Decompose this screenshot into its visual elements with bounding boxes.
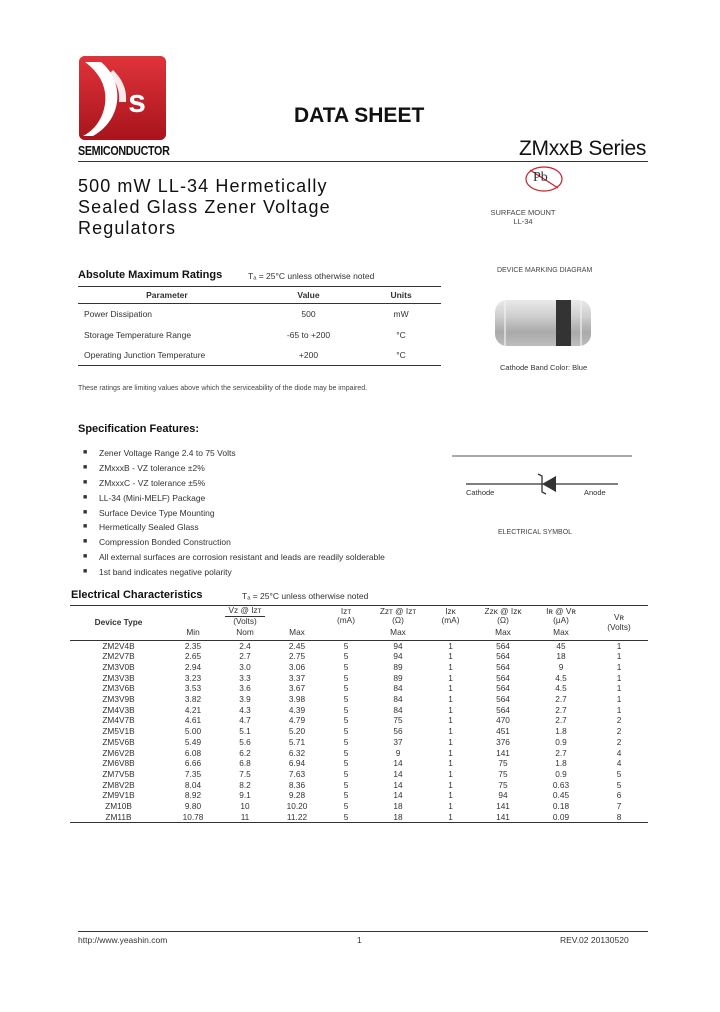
list-item xyxy=(83,506,385,521)
izt-cell: 5 xyxy=(343,747,349,758)
ir-title: Iʀ @ Vʀ xyxy=(546,605,576,616)
izk-cell: 1 xyxy=(448,779,453,790)
vz-min-cell: 6.08 xyxy=(184,747,202,758)
value-cell: -65 to +200 xyxy=(286,329,331,340)
izt-unit: (mA) xyxy=(337,615,355,625)
ir-cell: 45 xyxy=(556,640,566,651)
vz-max-cell: 8.36 xyxy=(288,779,306,790)
vr-cell: 1 xyxy=(616,661,622,672)
izt-cell: 5 xyxy=(343,651,349,662)
zzt-cell: 14 xyxy=(393,790,403,801)
product-title-line: 500 mW LL-34 Hermetically xyxy=(78,176,328,196)
vz-nom-cell: 6.2 xyxy=(239,747,251,758)
zzk-cell: 564 xyxy=(496,651,510,662)
value-cell: +200 xyxy=(256,345,361,366)
pb-label: Pb xyxy=(533,170,548,185)
col-header-max: Max xyxy=(271,626,323,640)
vz-nom-cell: 9.1 xyxy=(239,790,251,801)
zzk-cell: 75 xyxy=(498,768,508,779)
vz-unit: (Volts) xyxy=(233,615,257,626)
ec-heading: Electrical Characteristics xyxy=(71,589,203,601)
zzt-cell: 94 xyxy=(393,640,403,651)
vz-title: Vᴢ @ Iᴢᴛ xyxy=(225,606,266,617)
ir-cell: 0.45 xyxy=(552,790,570,801)
vr-cell: 2 xyxy=(616,715,622,726)
izk-cell: 1 xyxy=(427,812,474,823)
zzt-cell: 89 xyxy=(393,672,403,683)
list-item xyxy=(83,491,385,506)
electrical-symbol xyxy=(452,453,632,513)
device-type-cell: ZM3V9B xyxy=(102,694,135,705)
table-row xyxy=(70,683,648,694)
zzk-cell: 564 xyxy=(496,683,510,694)
table-row xyxy=(70,705,648,716)
amr-table xyxy=(78,286,441,366)
vr-cell: 2 xyxy=(616,726,622,737)
ir-cell: 0.9 xyxy=(555,768,567,779)
izt-cell: 5 xyxy=(343,640,349,651)
table-row xyxy=(70,694,648,705)
company-name: SEMICONDUCTOR xyxy=(78,144,170,158)
vz-min-cell: 2.65 xyxy=(184,651,202,662)
vz-min-cell: 4.61 xyxy=(184,715,202,726)
izt-cell: 5 xyxy=(343,790,349,801)
vr-cell: 2 xyxy=(616,736,622,747)
table-row xyxy=(78,345,441,366)
col-header-vz xyxy=(167,606,323,627)
cathode-band-note: Cathode Band Color: Blue xyxy=(500,363,588,372)
col-header-izt-blank xyxy=(323,626,369,640)
zzt-cell: 18 xyxy=(369,812,427,823)
table-row xyxy=(78,324,441,345)
features-heading: Specification Features: xyxy=(78,423,200,435)
table-row xyxy=(70,737,648,748)
product-title xyxy=(78,176,408,239)
col-header: Units xyxy=(361,287,441,304)
vz-max-cell: 6.94 xyxy=(288,758,306,769)
device-type-cell: ZM6V8B xyxy=(102,758,135,769)
izt-cell: 5 xyxy=(343,694,349,705)
vz-min-cell: 8.92 xyxy=(184,790,202,801)
device-type-cell: ZM9V1B xyxy=(102,790,135,801)
vz-min-cell: 3.53 xyxy=(184,683,202,694)
ir-cell: 18 xyxy=(556,651,566,662)
list-item xyxy=(83,446,385,461)
feature-text: Zener Voltage Range 2.4 to 75 Volts xyxy=(99,448,236,458)
package-label xyxy=(488,208,558,226)
col-header-izk-blank xyxy=(427,626,474,640)
ir-cell: 0.9 xyxy=(555,736,567,747)
bullet-icon: ■ xyxy=(83,538,88,546)
vr-cell: 4 xyxy=(616,747,622,758)
vz-min-cell: 2.35 xyxy=(184,640,202,651)
zzk-cell: 141 xyxy=(496,801,510,812)
vz-max-cell: 5.20 xyxy=(288,726,306,737)
izk-cell: 1 xyxy=(448,640,453,651)
vz-nom-cell: 4.3 xyxy=(239,704,251,715)
amr-footnote: These ratings are limiting values above which the serviceability of the diode may be impaired. xyxy=(78,385,368,392)
ir-cell: 2.7 xyxy=(555,715,567,726)
bullet-icon: ■ xyxy=(83,478,88,486)
vz-nom-cell: 6.8 xyxy=(239,758,251,769)
zzk-cell: 564 xyxy=(496,672,510,683)
col-header: Value xyxy=(256,287,361,304)
amr-heading: Absolute Maximum Ratings xyxy=(78,269,223,281)
ec-table-body xyxy=(70,640,648,823)
vr-cell: 1 xyxy=(616,704,622,715)
cathode-label: Cathode xyxy=(466,488,495,497)
zzt-unit: (Ω) xyxy=(392,615,404,625)
izt-cell: 5 xyxy=(343,801,349,812)
list-item xyxy=(83,535,385,550)
vz-nom-cell: 5.6 xyxy=(239,736,251,747)
product-title-line: Regulators xyxy=(78,218,177,238)
page-number: 1 xyxy=(357,935,362,945)
vz-max-cell: 6.32 xyxy=(288,747,306,758)
marking-diagram-title: DEVICE MARKING DIAGRAM xyxy=(497,267,593,274)
ir-cell: 0.18 xyxy=(552,801,570,812)
izt-cell: 5 xyxy=(323,812,369,823)
param-cell: Power Dissipation xyxy=(84,309,153,320)
vz-max-cell: 10.20 xyxy=(286,801,308,812)
vz-nom-cell: 2.7 xyxy=(239,651,251,662)
vr-cell: 1 xyxy=(616,672,622,683)
col-header-vr xyxy=(590,606,648,641)
pb-free-icon xyxy=(523,165,565,193)
units-cell: °C xyxy=(361,345,441,366)
zzk-cell: 75 xyxy=(498,758,508,769)
zzk-cell: 94 xyxy=(498,790,508,801)
bullet-icon: ■ xyxy=(83,508,88,516)
bullet-icon: ■ xyxy=(83,463,88,471)
ir-cell: 9 xyxy=(558,661,564,672)
table-row xyxy=(70,790,648,801)
zzt-cell: 18 xyxy=(393,801,403,812)
logo-graphic xyxy=(79,56,166,140)
zzt-cell: 14 xyxy=(393,758,403,769)
zzk-cell: 376 xyxy=(496,736,510,747)
ir-cell: 2.7 xyxy=(555,704,567,715)
vr-cell: 5 xyxy=(616,768,622,779)
vz-nom-cell: 3.6 xyxy=(239,683,251,694)
vz-min-cell: 10.78 xyxy=(167,812,219,823)
company-logo xyxy=(79,56,166,140)
zzt-cell: 94 xyxy=(393,651,403,662)
zzt-cell: 84 xyxy=(393,694,403,705)
table-row xyxy=(70,780,648,791)
vr-cell: 1 xyxy=(616,694,622,705)
izk-cell: 1 xyxy=(448,661,453,672)
cathode-band xyxy=(556,300,571,346)
ir-cell: 0.63 xyxy=(552,779,570,790)
vz-nom-cell: 5.1 xyxy=(239,726,251,737)
list-item xyxy=(83,550,385,565)
table-row xyxy=(70,801,648,812)
feature-text: Compression Bonded Construction xyxy=(99,537,231,548)
zzk-cell: 564 xyxy=(496,640,510,651)
table-row xyxy=(70,651,648,662)
table-row xyxy=(70,726,648,737)
zzt-title: Zᴢᴛ @ Iᴢᴛ xyxy=(379,605,417,616)
feature-text: LL-34 (Mini-MELF) Package xyxy=(99,492,206,503)
vz-nom-cell: 3.3 xyxy=(239,672,251,683)
ir-cell: 4.5 xyxy=(555,672,567,683)
vz-nom-cell: 10 xyxy=(240,801,250,812)
col-header-izk xyxy=(427,606,474,627)
units-cell: mW xyxy=(393,309,409,320)
features-list xyxy=(83,446,385,580)
table-row xyxy=(70,812,648,823)
vz-min-cell: 3.23 xyxy=(184,672,202,683)
value-cell: 500 xyxy=(301,309,316,320)
ir-unit: (μA) xyxy=(553,615,569,625)
zzk-unit: (Ω) xyxy=(497,615,509,625)
vz-min-cell: 2.94 xyxy=(184,661,202,672)
table-row xyxy=(70,769,648,780)
device-type-cell: ZM3V0B xyxy=(102,661,135,672)
zzt-cell: 14 xyxy=(393,768,403,779)
zzt-cell: 75 xyxy=(393,715,403,726)
vz-max-cell: 3.98 xyxy=(288,694,306,705)
feature-text: All external surfaces are corrosion resistant and leads are readily solderable xyxy=(99,552,385,563)
izk-cell: 1 xyxy=(448,726,453,737)
electrical-symbol-title: ELECTRICAL SYMBOL xyxy=(498,529,573,536)
device-type-cell: ZM5V6B xyxy=(102,736,135,747)
col-header-nom: Nom xyxy=(219,626,271,640)
list-item xyxy=(83,461,385,476)
series-name: ZMxxB Series xyxy=(519,137,647,160)
vz-max-cell: 5.71 xyxy=(288,736,306,747)
anode-label: Anode xyxy=(584,488,606,497)
izt-cell: 5 xyxy=(343,672,349,683)
izk-cell: 1 xyxy=(448,672,453,683)
col-header-zzk-max: Max xyxy=(474,626,532,640)
zzk-cell: 451 xyxy=(496,726,510,737)
vz-min-cell: 5.49 xyxy=(184,736,202,747)
bullet-icon: ■ xyxy=(83,523,88,531)
table-row xyxy=(70,748,648,759)
ir-cell: 0.09 xyxy=(532,812,590,823)
table-row xyxy=(70,640,648,651)
header-divider xyxy=(78,161,648,162)
vr-cell: 1 xyxy=(616,640,622,651)
izt-cell: 5 xyxy=(343,661,349,672)
device-type-cell: ZM2V7B xyxy=(102,651,135,662)
zzk-cell: 75 xyxy=(498,779,508,790)
vz-max-cell: 3.37 xyxy=(288,672,306,683)
zzt-cell: 37 xyxy=(393,736,403,747)
izt-cell: 5 xyxy=(343,736,349,747)
vz-max-cell: 2.45 xyxy=(288,640,306,651)
vr-title: Vʀ xyxy=(613,612,625,623)
vz-max-cell: 3.06 xyxy=(288,661,306,672)
device-type-cell: ZM8V2B xyxy=(102,779,135,790)
amr-condition: Tₐ = 25°C unless otherwise noted xyxy=(248,271,375,281)
device-type-cell: ZM3V6B xyxy=(102,683,135,694)
izk-cell: 1 xyxy=(448,736,453,747)
col-header-zzt xyxy=(369,606,427,627)
vz-nom-cell: 11 xyxy=(219,812,271,823)
device-type-cell: ZM7V5B xyxy=(102,768,135,779)
col-header-izt xyxy=(323,606,369,627)
device-type-cell: ZM6V2B xyxy=(102,747,135,758)
list-item xyxy=(83,476,385,491)
izt-cell: 5 xyxy=(343,683,349,694)
electrical-characteristics-table xyxy=(70,605,648,823)
table-row xyxy=(70,715,648,726)
bullet-icon: ■ xyxy=(83,449,88,456)
device-type-cell: ZM4V7B xyxy=(102,715,135,726)
vz-nom-cell: 4.7 xyxy=(239,715,251,726)
param-cell: Storage Temperature Range xyxy=(84,329,192,340)
device-type-cell: ZM2V4B xyxy=(102,640,135,651)
vr-cell: 7 xyxy=(616,801,622,812)
izt-cell: 5 xyxy=(343,768,349,779)
vz-max-cell: 11.22 xyxy=(271,812,323,823)
table-row xyxy=(70,662,648,673)
ir-cell: 2.7 xyxy=(555,694,567,705)
ir-cell: 4.5 xyxy=(555,683,567,694)
table-row xyxy=(70,673,648,684)
izk-title: Iᴢᴋ xyxy=(445,605,456,616)
zzk-cell: 141 xyxy=(474,812,532,823)
list-item xyxy=(83,520,385,535)
vr-cell: 5 xyxy=(616,779,622,790)
vz-nom-cell: 3.9 xyxy=(239,694,251,705)
izk-cell: 1 xyxy=(448,704,453,715)
units-cell: °C xyxy=(396,329,406,340)
izk-unit: (mA) xyxy=(441,615,460,625)
zzk-title: Zᴢᴋ @ Iᴢᴋ xyxy=(484,605,522,616)
vz-min-cell: 8.04 xyxy=(184,779,202,790)
zzt-cell: 84 xyxy=(393,683,403,694)
table-row xyxy=(70,758,648,769)
revision: REV.02 20130520 xyxy=(560,935,629,945)
vz-nom-cell: 8.2 xyxy=(239,779,251,790)
izt-cell: 5 xyxy=(343,715,349,726)
vr-cell: 1 xyxy=(616,651,622,662)
device-type-cell: ZM3V3B xyxy=(102,672,135,683)
izk-cell: 1 xyxy=(448,651,453,662)
ir-cell: 1.8 xyxy=(555,758,567,769)
izk-cell: 1 xyxy=(448,768,453,779)
izt-cell: 5 xyxy=(343,704,349,715)
vz-min-cell: 7.35 xyxy=(184,768,202,779)
ir-cell: 2.7 xyxy=(555,747,567,758)
package-code: LL-34 xyxy=(513,217,533,226)
izk-cell: 1 xyxy=(448,715,453,726)
vr-unit: (Volts) xyxy=(607,621,631,632)
list-item xyxy=(83,565,385,580)
ir-cell: 1.8 xyxy=(555,726,567,737)
vz-max-cell: 4.39 xyxy=(288,704,306,715)
col-header-zzk xyxy=(474,606,532,627)
zzt-cell: 14 xyxy=(393,779,403,790)
bullet-icon: ■ xyxy=(83,493,88,501)
vz-min-cell: 6.66 xyxy=(184,758,202,769)
vr-cell: 6 xyxy=(616,790,622,801)
zzk-cell: 564 xyxy=(496,704,510,715)
vz-max-cell: 9.28 xyxy=(288,790,306,801)
feature-text: 1st band indicates negative polarity xyxy=(99,567,232,578)
vz-min-cell: 5.00 xyxy=(184,726,202,737)
izk-cell: 1 xyxy=(448,790,453,801)
izt-cell: 5 xyxy=(343,758,349,769)
bullet-icon: ■ xyxy=(83,553,88,561)
zzt-cell: 9 xyxy=(395,747,401,758)
package-type: SURFACE MOUNT xyxy=(490,208,556,217)
vz-max-cell: 7.63 xyxy=(288,768,306,779)
param-cell: Operating Junction Temperature xyxy=(78,345,256,366)
izk-cell: 1 xyxy=(448,683,453,694)
col-header-ir xyxy=(532,606,590,627)
izt-title: Iᴢᴛ xyxy=(340,605,352,616)
zzt-cell: 56 xyxy=(393,726,403,737)
col-header-zzt-max: Max xyxy=(369,626,427,640)
footer-url[interactable]: http://www.yeashin.com xyxy=(78,935,168,945)
device-type-cell: ZM10B xyxy=(105,801,132,812)
zzt-cell: 89 xyxy=(393,661,403,672)
vz-max-cell: 2.75 xyxy=(288,651,306,662)
doc-type-title: DATA SHEET xyxy=(294,104,425,127)
izt-cell: 5 xyxy=(343,779,349,790)
product-title-line: Sealed Glass Zener Voltage xyxy=(78,197,331,217)
zzk-cell: 141 xyxy=(496,747,510,758)
zener-triangle-icon xyxy=(542,476,556,492)
zzk-cell: 564 xyxy=(496,661,510,672)
vz-nom-cell: 3.0 xyxy=(239,661,251,672)
svg-text:s: s xyxy=(128,83,146,119)
col-header-ir-max: Max xyxy=(532,626,590,640)
col-header-min: Min xyxy=(167,626,219,640)
feature-text: ZMxxxB - VZ tolerance ±2% xyxy=(99,462,205,473)
device-type-cell: ZM11B xyxy=(70,812,167,823)
vr-cell: 4 xyxy=(616,758,622,769)
vz-min-cell: 3.82 xyxy=(184,694,202,705)
bullet-icon: ■ xyxy=(83,568,88,576)
vr-cell: 1 xyxy=(616,683,622,694)
vz-max-cell: 3.67 xyxy=(288,683,306,694)
table-row xyxy=(78,304,441,325)
zzk-cell: 470 xyxy=(496,715,510,726)
feature-text: Hermetically Sealed Glass xyxy=(99,522,199,533)
izk-cell: 1 xyxy=(448,694,453,705)
izk-cell: 1 xyxy=(448,758,453,769)
vz-min-cell: 4.21 xyxy=(184,704,202,715)
device-type-cell: ZM4V3B xyxy=(102,704,135,715)
device-type-cell: ZM5V1B xyxy=(102,726,135,737)
vz-min-cell: 9.80 xyxy=(184,801,202,812)
ec-condition: Tₐ = 25°C unless otherwise noted xyxy=(242,591,369,601)
zzk-cell: 564 xyxy=(496,694,510,705)
izk-cell: 1 xyxy=(448,801,453,812)
footer-divider xyxy=(78,931,648,932)
vr-cell: 8 xyxy=(590,812,648,823)
col-header-device: Device Type xyxy=(70,606,167,641)
vz-nom-cell: 7.5 xyxy=(239,768,251,779)
zzt-cell: 84 xyxy=(393,704,403,715)
feature-text: ZMxxxC - VZ tolerance ±5% xyxy=(99,477,206,488)
feature-text: Surface Device Type Mounting xyxy=(99,507,215,518)
diode-package-image xyxy=(495,300,591,346)
izk-cell: 1 xyxy=(448,747,453,758)
izt-cell: 5 xyxy=(343,726,349,737)
vz-max-cell: 4.79 xyxy=(288,715,306,726)
vz-nom-cell: 2.4 xyxy=(239,640,251,651)
col-header: Parameter xyxy=(78,287,256,304)
